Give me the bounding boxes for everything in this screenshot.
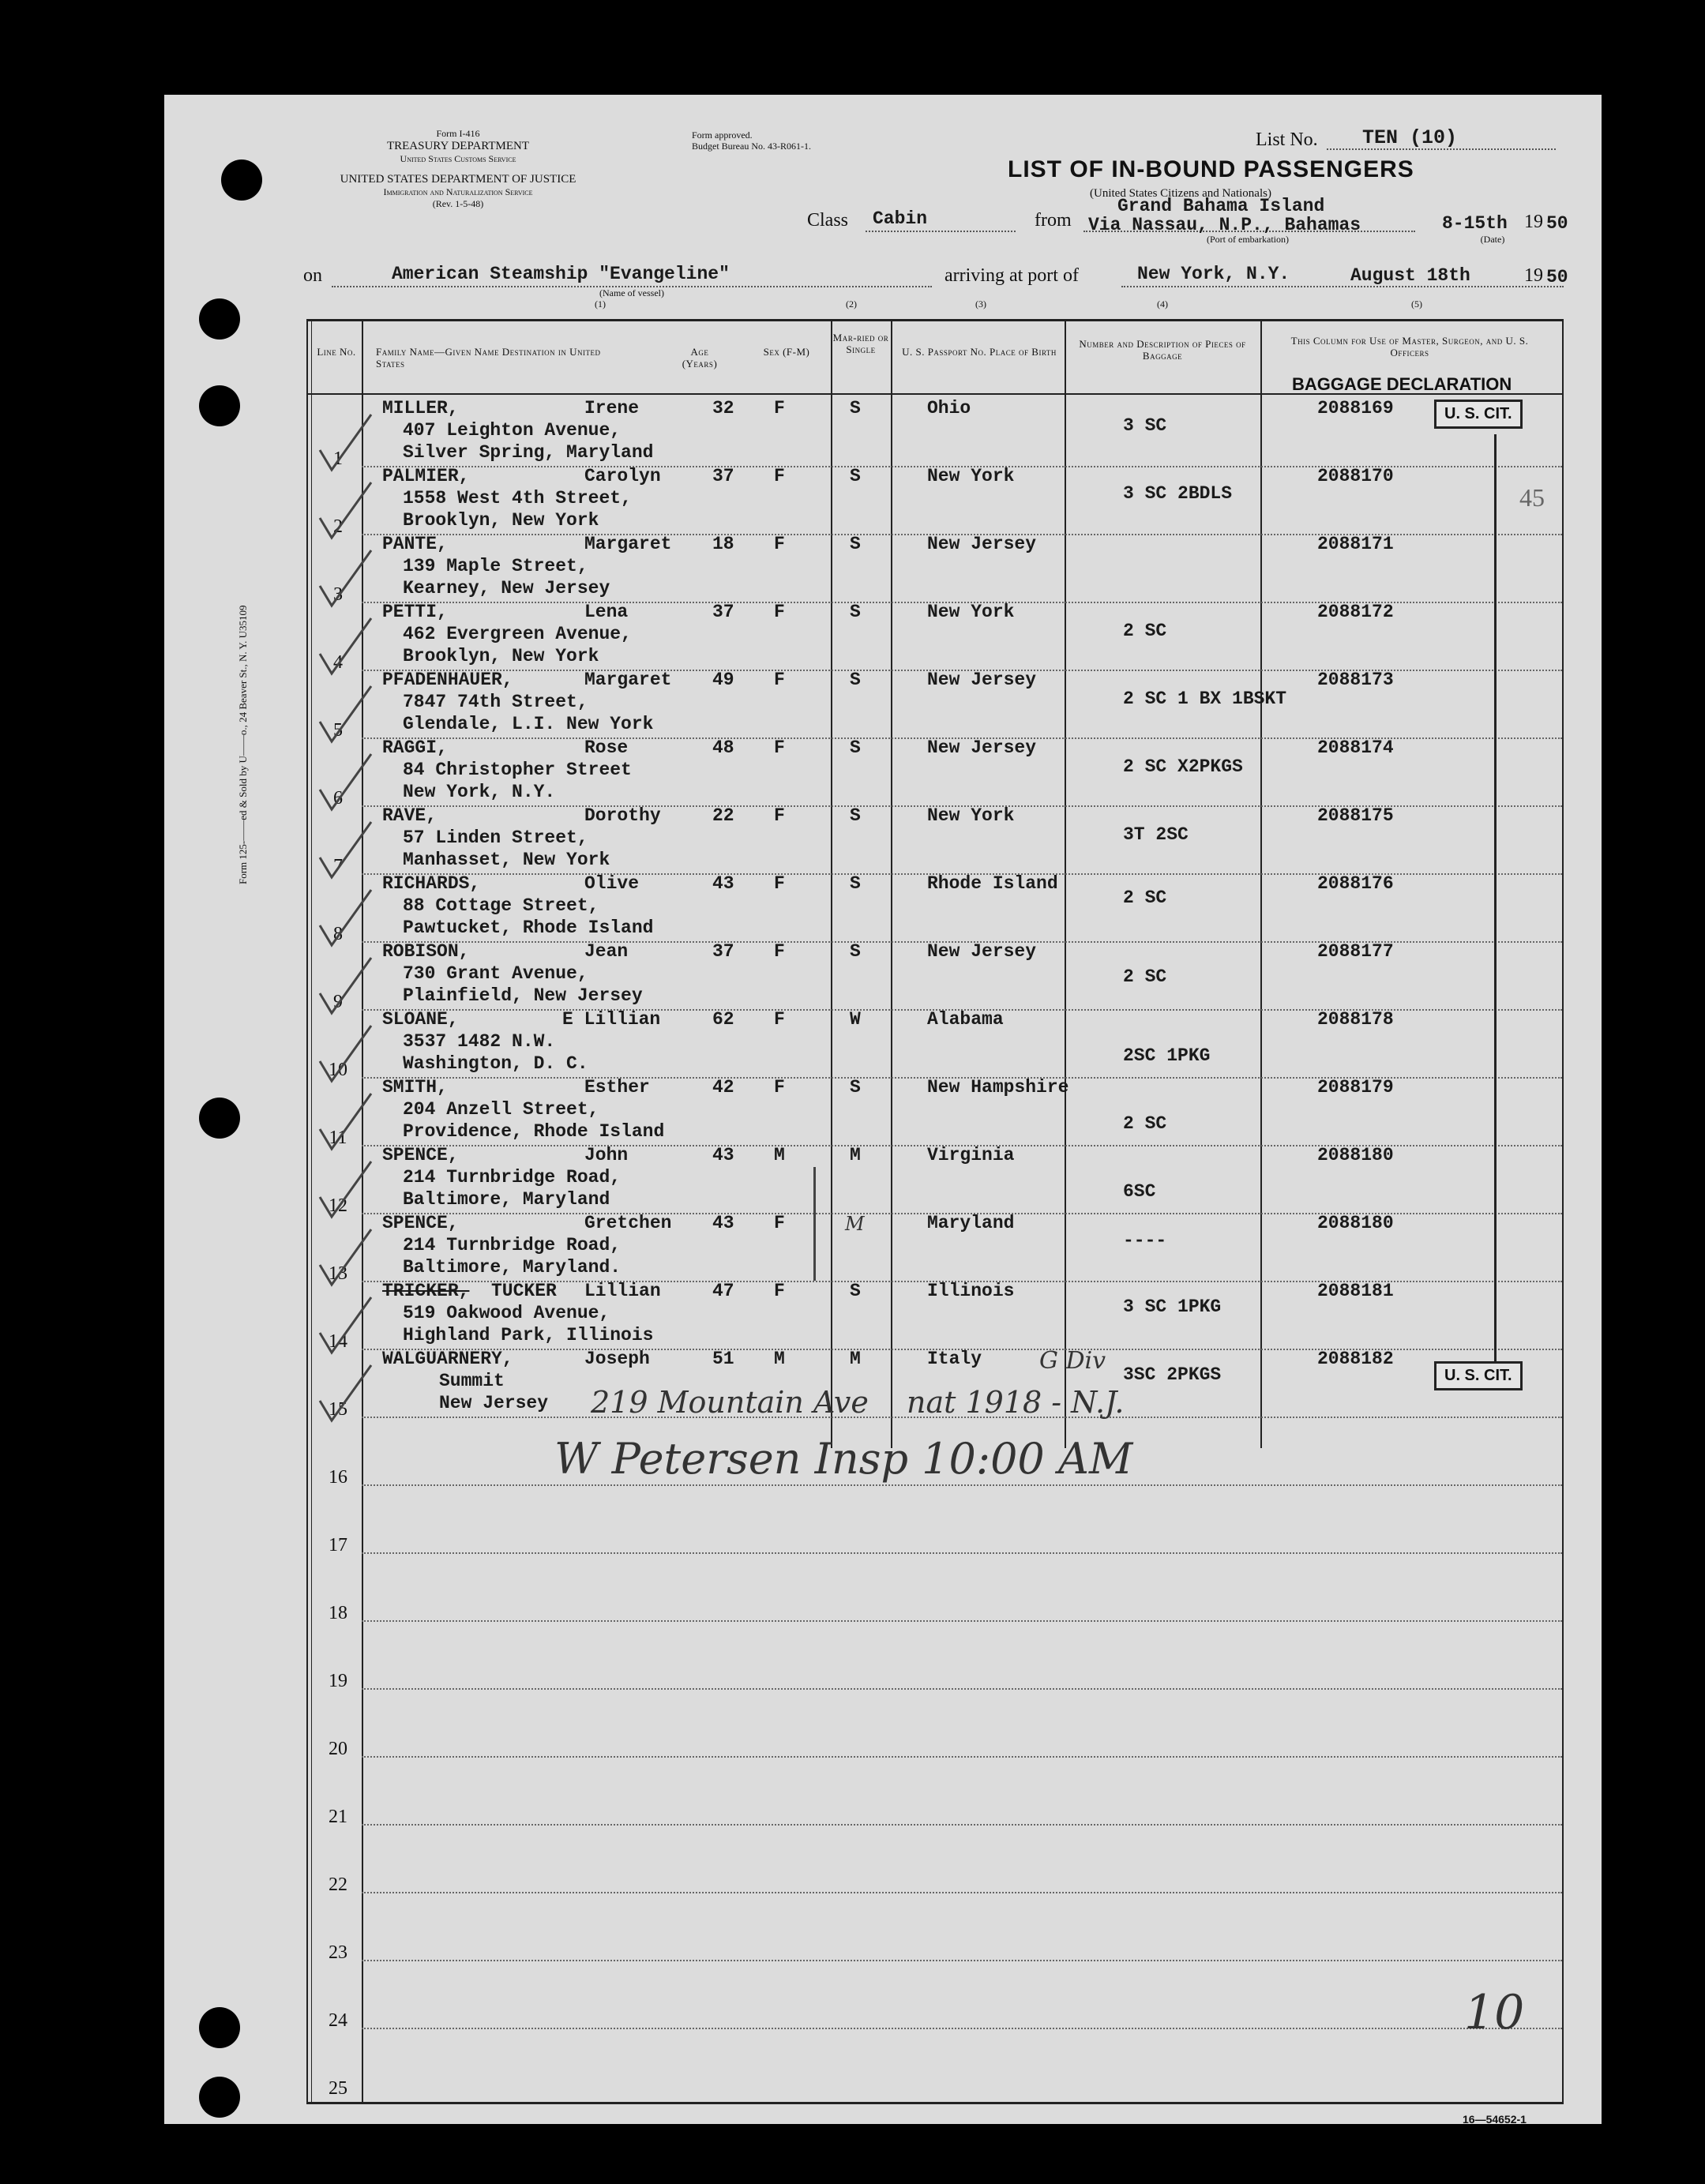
header-baggage: Number and Description of Pieces of Baggage [1079,338,1246,362]
place-of-birth: Italy [927,1349,982,1369]
baggage: 3T 2SC [1123,824,1189,845]
baggage: 2 SC 1 BX 1BSKT [1123,689,1287,709]
vessel-caption: (Name of vessel) [599,287,664,298]
declaration-number: 2088174 [1317,737,1394,758]
class-label: Class [807,210,849,231]
address-line-1: 730 Grant Avenue, [403,963,588,984]
address-line-2: Silver Spring, Maryland [403,442,654,463]
sex: F [774,1009,785,1030]
family-name: WALGUARNERY, [382,1349,513,1369]
age: 37 [712,466,734,486]
given-name: Olive [584,873,640,894]
marital-status: S [850,670,861,690]
age: 43 [712,873,734,894]
line-number: 25 [329,2078,347,2099]
declaration-number: 2088176 [1317,873,1394,894]
col-num-4: (4) [1157,298,1168,310]
baggage: 3 SC 1PKG [1123,1297,1222,1317]
line-number: 7 [333,856,343,876]
list-title: LIST OF IN-BOUND PASSENGERS [1008,156,1414,182]
age: 51 [712,1349,734,1369]
header-passport: U. S. Passport No. Place of Birth [902,346,1057,358]
col-num-1: (1) [595,298,606,310]
place-of-birth: New York [927,602,1015,622]
line-number: 9 [333,992,343,1012]
sex: F [774,670,785,690]
sex: F [774,534,785,554]
address-line-1: 7847 74th Street, [403,692,588,712]
list-no-label: List No. [1256,129,1318,150]
line-number: 11 [329,1128,347,1148]
punch-hole [199,1098,240,1139]
given-name: Dorothy [584,805,661,826]
place-of-birth: New York [927,466,1015,486]
address-line-1: 3537 1482 N.W. [403,1031,556,1052]
sex: M [774,1145,785,1165]
header-age: Age (Years) [682,346,718,370]
baggage-declaration-heading: BAGGAGE DECLARATION [1292,374,1512,394]
family-name: MILLER, [382,398,459,418]
declaration-number: 2088170 [1317,466,1394,486]
arrival-date: August 18th [1350,265,1470,286]
check-marks [312,395,391,1469]
family-name: RAVE, [382,805,438,826]
header-sex: Sex (F-M) [763,346,810,358]
given-name: Lillian [584,1281,661,1301]
place-of-birth: New Jersey [927,737,1037,758]
sex: M [774,1349,785,1369]
corner-mark: 10 [1464,1985,1525,2040]
given-name: Gretchen [584,1213,672,1233]
family-name: ROBISON, [382,941,470,962]
page-mark: 45 [1519,483,1545,512]
us-citizen-stamp: U. S. CIT. [1434,400,1523,429]
line-number: 13 [329,1263,347,1284]
address-line-1: 519 Oakwood Avenue, [403,1303,610,1323]
given-name: Esther [584,1077,650,1098]
declaration-number: 2088169 [1317,398,1394,418]
form-approved: Form approved. [692,129,753,141]
address-line-1: 214 Turnbridge Road, [403,1235,622,1255]
given-name: Irene [584,398,640,418]
marital-status: S [850,941,861,962]
line-number: 18 [329,1603,347,1623]
from-label: from [1035,210,1072,231]
header-officer-use: This Column for Use of Master, Surgeon, and U. S. Officers [1290,335,1529,358]
punch-hole [221,159,262,201]
marital-status: S [850,466,861,486]
place-of-birth: New Hampshire [927,1077,1069,1098]
address-line-2: Brooklyn, New York [403,510,599,531]
given-name: E Lillian [562,1009,661,1030]
budget-bureau: Budget Bureau No. 43-R061-1. [692,141,811,152]
vessel-name: American Steamship "Evangeline" [392,264,730,284]
footer-code: 16—54652-1 [1463,2113,1527,2126]
line-number: 23 [329,1942,347,1963]
from-year: 50 [1546,213,1568,234]
given-name: Lena [584,602,629,622]
place-of-birth: Alabama [927,1009,1004,1030]
age: 42 [712,1077,734,1098]
place-of-birth: New Jersey [927,670,1037,690]
sex: F [774,602,785,622]
struck-family-name: TRICKER, [382,1281,470,1301]
sex: F [774,1077,785,1098]
line-number: 20 [329,1739,347,1759]
treasury-dept: TREASURY DEPARTMENT [386,140,530,152]
baggage: 2SC 1PKG [1123,1045,1211,1066]
age: 62 [712,1009,734,1030]
line-number: 24 [329,2010,347,2031]
customs-service: United States Customs Service [400,153,516,164]
address-line-1: 84 Christopher Street [403,760,632,780]
baggage: 2 SC X2PKGS [1123,756,1243,777]
arrival-year-prefix: 19 [1524,265,1543,286]
line-number: 10 [329,1060,347,1080]
baggage: 2 SC [1123,621,1167,641]
address-line-2: Pawtucket, Rhode Island [403,918,654,938]
declaration-number: 2088180 [1317,1145,1394,1165]
baggage: 2 SC [1123,966,1167,987]
declaration-number: 2088173 [1317,670,1394,690]
given-name: Carolyn [584,466,661,486]
handwritten-address: 219 Mountain Ave [591,1385,869,1420]
place-of-birth: New Jersey [927,534,1037,554]
given-name: Joseph [584,1349,650,1369]
place-of-birth: Rhode Island [927,873,1058,894]
us-citizen-stamp: U. S. CIT. [1434,1361,1523,1390]
baggage: ---- [1123,1230,1167,1251]
header-line-no: Line No. [317,346,356,358]
address-line-1: Summit [439,1371,505,1391]
address-line-2: Glendale, L.I. New York [403,714,654,734]
marital-status: S [850,873,861,894]
from-value-top: Grand Bahama Island [1117,196,1325,216]
line-number: 12 [329,1195,347,1216]
baggage: 2 SC [1123,1113,1167,1134]
address-line-2: Highland Park, Illinois [403,1325,654,1345]
justice-dept: UNITED STATES DEPARTMENT OF JUSTICE [340,173,576,186]
family-name: PETTI, [382,602,448,622]
punch-hole [199,298,240,340]
sex: F [774,737,785,758]
declaration-number: 2088175 [1317,805,1394,826]
address-line-2: New Jersey [439,1393,549,1413]
line-number: 6 [333,788,343,809]
family-name: SMITH, [382,1077,448,1098]
place-of-birth: Maryland [927,1213,1015,1233]
baggage: 3SC 2PKGS [1123,1364,1222,1385]
place-of-birth: Ohio [927,398,971,418]
sex: F [774,941,785,962]
address-line-1: 407 Leighton Avenue, [403,420,622,441]
col-num-2: (2) [846,298,857,310]
declaration-number: 2088181 [1317,1281,1394,1301]
sex: F [774,805,785,826]
age: 37 [712,941,734,962]
col-num-3: (3) [975,298,986,310]
address-line-1: 204 Anzell Street, [403,1099,599,1120]
address-line-2: Providence, Rhode Island [403,1121,665,1142]
line-number: 4 [333,652,343,673]
date-caption: (Date) [1480,234,1505,245]
from-value: Via Nassau, N.P., Bahamas [1088,215,1361,235]
address-line-2: Kearney, New Jersey [403,578,610,599]
age: 48 [712,737,734,758]
handwritten-naturalization: nat 1918 - N.J. [907,1385,1125,1420]
marital-status: W [850,1009,861,1030]
arriving-label: arriving at port of [945,265,1079,286]
address-line-2: Manhasset, New York [403,850,610,870]
ins-service: Immigration and Naturalization Service [383,186,533,197]
punch-hole [199,2007,240,2048]
address-line-1: 57 Linden Street, [403,827,588,848]
age: 22 [712,805,734,826]
handwritten-gdiv: G Div [1039,1347,1106,1375]
declaration-number: 2088182 [1317,1349,1394,1369]
punch-hole [199,385,240,426]
address-line-2: New York, N.Y. [403,782,556,802]
given-name: Margaret [584,534,672,554]
place-of-birth: Illinois [927,1281,1015,1301]
declaration-number: 2088171 [1317,534,1394,554]
line-number: 14 [329,1331,347,1352]
header-married: Mar-ried or Single [832,332,889,355]
declaration-number: 2088179 [1317,1077,1394,1098]
address-line-2: Washington, D. C. [403,1053,588,1074]
marital-status: S [850,398,861,418]
age: 32 [712,398,734,418]
line-number: 17 [329,1535,347,1555]
baggage: 3 SC [1123,415,1167,436]
sex: F [774,1281,785,1301]
declaration-number: 2088172 [1317,602,1394,622]
place-of-birth: New Jersey [927,941,1037,962]
line-number: 15 [329,1399,347,1420]
line-number: 21 [329,1807,347,1827]
line-number: 16 [329,1467,347,1488]
marital-status: S [850,1281,861,1301]
family-name: TUCKER [491,1281,557,1301]
address-line-2: Brooklyn, New York [403,646,599,666]
address-line-1: 1558 West 4th Street, [403,488,632,508]
family-name: SPENCE, [382,1145,459,1165]
marital-status: S [850,602,861,622]
family-name: PFADENHAUER, [382,670,513,690]
marital-status: M [850,1349,861,1369]
sex: F [774,466,785,486]
family-name: SPENCE, [382,1213,459,1233]
address-line-1: 139 Maple Street, [403,556,588,576]
marital-status: M [845,1213,865,1235]
place-of-birth: New York [927,805,1015,826]
line-number: 5 [333,720,343,741]
declaration-number: 2088180 [1317,1213,1394,1233]
given-name: Jean [584,941,629,962]
given-name: Rose [584,737,629,758]
family-name: SLOANE, [382,1009,459,1030]
port-embark-caption: (Port of embarkation) [1207,234,1289,245]
line-number: 19 [329,1671,347,1691]
sex: F [774,398,785,418]
baggage: 2 SC [1123,887,1167,908]
family-name: PANTE, [382,534,448,554]
line-number: 8 [333,924,343,944]
line-number: 22 [329,1874,347,1895]
form-number: Form I-416 [436,128,480,139]
declaration-number: 2088177 [1317,941,1394,962]
marital-status: S [850,737,861,758]
line-number: 1 [333,448,343,469]
family-name: RAGGI, [382,737,448,758]
given-name: John [584,1145,629,1165]
on-label: on [303,265,322,286]
from-year-prefix: 19 [1524,212,1543,232]
family-name: RICHARDS, [382,873,481,894]
punch-hole [199,2077,240,2118]
baggage: 6SC [1123,1181,1156,1202]
age: 43 [712,1213,734,1233]
marital-status: S [850,534,861,554]
list-no-value: TEN (10) [1362,126,1458,149]
col-num-5: (5) [1411,298,1422,310]
list-subtitle: (United States Citizens and Nationals) [1090,187,1271,200]
arrival-port: New York, N.Y. [1137,264,1290,284]
address-line-2: Baltimore, Maryland. [403,1257,622,1278]
from-date: 8-15th [1442,213,1508,234]
given-name: Margaret [584,670,672,690]
address-line-2: Baltimore, Maryland [403,1189,610,1210]
revision: (Rev. 1-5-48) [432,198,484,209]
arrival-year: 50 [1546,267,1568,287]
class-value: Cabin [873,208,928,229]
line-number: 3 [333,584,343,605]
family-name: PALMIER, [382,466,470,486]
age: 47 [712,1281,734,1301]
printer-imprint: Form 125-——ed & Sold by U——o., 24 Beaver St., N. Y. U35109 [237,605,249,884]
declaration-number: 2088178 [1317,1009,1394,1030]
age: 37 [712,602,734,622]
place-of-birth: Virginia [927,1145,1015,1165]
address-line-1: 214 Turnbridge Road, [403,1167,622,1188]
age: 18 [712,534,734,554]
address-line-2: Plainfield, New Jersey [403,985,643,1006]
address-line-1: 462 Evergreen Avenue, [403,624,632,644]
address-line-1: 88 Cottage Street, [403,895,599,916]
sex: F [774,873,785,894]
marital-status: M [850,1145,861,1165]
marital-status: S [850,1077,861,1098]
age: 43 [712,1145,734,1165]
header-name: Family Name—Given Name Destination in United States [376,346,601,370]
baggage: 3 SC 2BDLS [1123,483,1233,504]
age: 49 [712,670,734,690]
inspector-signature: W Petersen Insp 10:00 AM [554,1434,1133,1484]
sex: F [774,1213,785,1233]
line-number: 2 [333,516,343,537]
marital-status: S [850,805,861,826]
